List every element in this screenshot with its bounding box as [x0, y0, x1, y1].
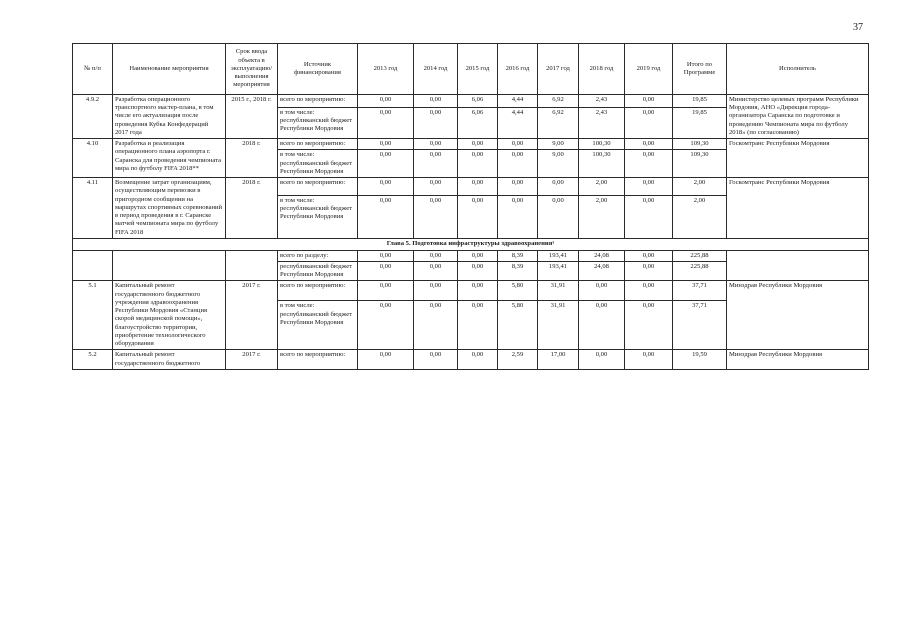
amount-cell: 0,00: [358, 139, 414, 150]
amount-cell: 6,06: [458, 95, 498, 108]
amount-cell: 0,00: [358, 281, 414, 301]
table-row: [73, 350, 869, 369]
amount-cell: 0,00: [458, 350, 498, 369]
amount-cell: 0,00: [458, 178, 498, 195]
amount-cell: 0,00: [625, 150, 673, 178]
amount-cell: 9,00: [538, 150, 579, 178]
amount-cell: 0,00: [498, 139, 538, 150]
table-row: [73, 250, 869, 261]
amount-cell: 225,88: [673, 250, 727, 261]
amount-cell: 0,00: [538, 195, 579, 238]
amount-cell: 100,30: [579, 139, 625, 150]
column-header: 2013 год: [358, 44, 414, 95]
amount-cell: 8,39: [498, 250, 538, 261]
measure-term: 2017 г.: [226, 350, 278, 369]
table-row: [73, 95, 869, 108]
page-number: 37: [853, 22, 863, 33]
funding-source: всего по мероприятию:: [278, 350, 358, 369]
amount-cell: 31,91: [538, 301, 579, 350]
column-header: Срок ввода объекта в эксплуатацию/ выполнения мероприятия: [226, 44, 278, 95]
amount-cell: 0,00: [579, 301, 625, 350]
amount-cell: 19,85: [673, 95, 727, 108]
measure-term: [226, 250, 278, 281]
amount-cell: 0,00: [625, 281, 673, 301]
funding-source: в том числе: республиканский бюджет Республики Мордовия: [278, 107, 358, 138]
amount-cell: 0,00: [538, 178, 579, 195]
measure-name: Возмещение затрат организациям, осуществляющим перевозки в пригородном сообщении на маршрутах спортивных соревнований в период проведения в г. Саранске матчей чемпионата мира по футболу FIFA 2018: [113, 178, 226, 239]
amount-cell: 2,00: [673, 195, 727, 238]
row-number: 5.2: [73, 350, 113, 369]
executor: Госкомтранс Республики Мордовия: [727, 139, 869, 178]
measure-name: Капитальный ремонт государственного бюджетного: [113, 350, 226, 369]
funding-source: всего по мероприятию:: [278, 178, 358, 195]
amount-cell: 6,06: [458, 107, 498, 138]
funding-source: всего по мероприятию:: [278, 139, 358, 150]
column-header: Итого по Программе: [673, 44, 727, 95]
amount-cell: 0,00: [625, 301, 673, 350]
chapter-title: Глава 5. Подготовка инфраструктуры здравоохранения¹: [73, 238, 869, 250]
amount-cell: 2,43: [579, 95, 625, 108]
measure-name: [113, 250, 226, 281]
amount-cell: 2,43: [579, 107, 625, 138]
amount-cell: 0,00: [458, 281, 498, 301]
column-header: 2019 год: [625, 44, 673, 95]
row-number: 4.11: [73, 178, 113, 239]
table-row: [73, 281, 869, 301]
amount-cell: 109,30: [673, 150, 727, 178]
amount-cell: 0,00: [414, 195, 458, 238]
funding-source: всего по разделу:: [278, 250, 358, 261]
column-header: Источник финансирования: [278, 44, 358, 95]
amount-cell: 2,59: [498, 350, 538, 369]
executor: Госкомтранс Республики Мордовия: [727, 178, 869, 239]
program-table: [72, 43, 869, 370]
column-header: 2014 год: [414, 44, 458, 95]
amount-cell: 17,00: [538, 350, 579, 369]
row-number: [73, 250, 113, 281]
amount-cell: 0,00: [458, 195, 498, 238]
amount-cell: 0,00: [625, 178, 673, 195]
amount-cell: 0,00: [458, 301, 498, 350]
column-header: 2016 год: [498, 44, 538, 95]
amount-cell: 0,00: [458, 150, 498, 178]
amount-cell: 0,00: [579, 350, 625, 369]
amount-cell: 0,00: [358, 195, 414, 238]
executor: [727, 250, 869, 281]
amount-cell: 0,00: [414, 281, 458, 301]
amount-cell: 0,00: [358, 250, 414, 261]
amount-cell: 24,08: [579, 261, 625, 280]
amount-cell: 6,92: [538, 95, 579, 108]
amount-cell: 0,00: [498, 195, 538, 238]
amount-cell: 0,00: [414, 95, 458, 108]
amount-cell: 0,00: [414, 139, 458, 150]
measure-name: Разработка и реализация операционного плана аэропорта г. Саранска для проведения чемпионата мира по футболу FIFA 2018**: [113, 139, 226, 178]
amount-cell: 19,85: [673, 107, 727, 138]
executor: Министерство целевых программ Республики Мордовия, АНО «Дирекция города-организатора Саранска по подготовке и проведению Чемпионата мира по футболу 2018» (по согласованию): [727, 95, 869, 139]
executor: Минздрав Республики Мордовия: [727, 350, 869, 369]
amount-cell: 0,00: [458, 250, 498, 261]
row-number: 4.9.2: [73, 95, 113, 139]
measure-term: 2017 г.: [226, 281, 278, 350]
column-header: № п/п: [73, 44, 113, 95]
amount-cell: 2,00: [579, 195, 625, 238]
amount-cell: 24,08: [579, 250, 625, 261]
amount-cell: 0,00: [358, 261, 414, 280]
funding-source: в том числе: республиканский бюджет Республики Мордовия: [278, 301, 358, 350]
table-row: [73, 178, 869, 195]
amount-cell: 4,44: [498, 95, 538, 108]
funding-source: всего по мероприятию:: [278, 95, 358, 108]
amount-cell: 0,00: [625, 261, 673, 280]
amount-cell: 0,00: [579, 281, 625, 301]
column-header: 2015 год: [458, 44, 498, 95]
amount-cell: 0,00: [414, 350, 458, 369]
measure-term: 2015 г., 2018 г.: [226, 95, 278, 139]
amount-cell: 0,00: [358, 107, 414, 138]
amount-cell: 0,00: [414, 261, 458, 280]
amount-cell: 2,00: [673, 178, 727, 195]
amount-cell: 0,00: [358, 95, 414, 108]
amount-cell: 0,00: [625, 139, 673, 150]
amount-cell: 0,00: [625, 250, 673, 261]
amount-cell: 19,59: [673, 350, 727, 369]
amount-cell: 193,41: [538, 261, 579, 280]
amount-cell: 0,00: [414, 301, 458, 350]
measure-name: Капитальный ремонт государственного бюджетного учреждения здравоохранения Республики Мордовия «Станция скорой медицинской помощи», благоустройство территории, приобретение технологического оборудования: [113, 281, 226, 350]
amount-cell: 37,71: [673, 281, 727, 301]
funding-source: в том числе: республиканский бюджет Республики Мордовия: [278, 195, 358, 238]
measure-term: 2018 г.: [226, 139, 278, 178]
measure-term: 2018 г.: [226, 178, 278, 239]
amount-cell: 5,80: [498, 301, 538, 350]
amount-cell: 0,00: [358, 150, 414, 178]
amount-cell: 100,30: [579, 150, 625, 178]
table-row: [73, 139, 869, 150]
amount-cell: 0,00: [498, 150, 538, 178]
amount-cell: 109,30: [673, 139, 727, 150]
amount-cell: 0,00: [414, 150, 458, 178]
amount-cell: 0,00: [625, 350, 673, 369]
amount-cell: 9,00: [538, 139, 579, 150]
amount-cell: 4,44: [498, 107, 538, 138]
chapter-row: [73, 238, 869, 250]
amount-cell: 0,00: [358, 301, 414, 350]
column-header: 2018 год: [579, 44, 625, 95]
amount-cell: 0,00: [414, 250, 458, 261]
funding-source: в том числе: республиканский бюджет Республики Мордовия: [278, 150, 358, 178]
header-row: [73, 44, 869, 95]
amount-cell: 0,00: [458, 261, 498, 280]
amount-cell: 8,39: [498, 261, 538, 280]
amount-cell: 0,00: [625, 195, 673, 238]
amount-cell: 0,00: [358, 350, 414, 369]
amount-cell: 0,00: [625, 107, 673, 138]
funding-source: всего по мероприятию:: [278, 281, 358, 301]
executor: Минздрав Республики Мордовия: [727, 281, 869, 350]
amount-cell: 5,80: [498, 281, 538, 301]
amount-cell: 225,88: [673, 261, 727, 280]
amount-cell: 0,00: [458, 139, 498, 150]
row-number: 4.10: [73, 139, 113, 178]
column-header: Исполнитель: [727, 44, 869, 95]
amount-cell: 37,71: [673, 301, 727, 350]
column-header: Наименование мероприятия: [113, 44, 226, 95]
row-number: 5.1: [73, 281, 113, 350]
amount-cell: 0,00: [498, 178, 538, 195]
amount-cell: 6,92: [538, 107, 579, 138]
funding-source: республиканский бюджет Республики Мордовия: [278, 261, 358, 280]
amount-cell: 2,00: [579, 178, 625, 195]
amount-cell: 31,91: [538, 281, 579, 301]
amount-cell: 0,00: [358, 178, 414, 195]
amount-cell: 0,00: [414, 178, 458, 195]
amount-cell: 0,00: [625, 95, 673, 108]
amount-cell: 193,41: [538, 250, 579, 261]
column-header: 2017 год: [538, 44, 579, 95]
measure-name: Разработка операционного транспортного мастер-плана, в том числе его актуализация после проведения Кубка Конфедераций 2017 года: [113, 95, 226, 139]
amount-cell: 0,00: [414, 107, 458, 138]
